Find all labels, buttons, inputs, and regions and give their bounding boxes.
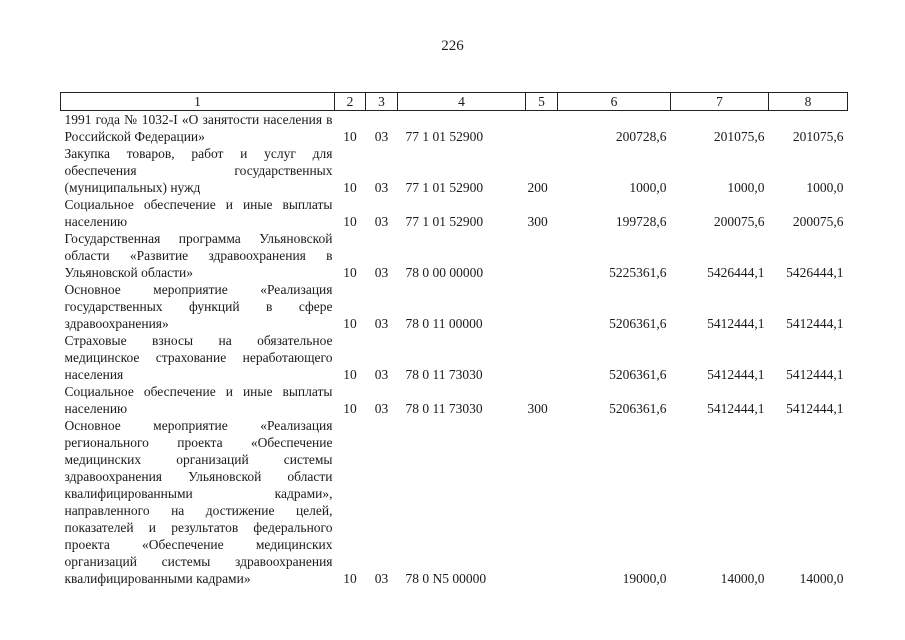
row-value-col7: 200075,6 <box>713 214 765 229</box>
row-expense-type <box>526 332 558 383</box>
row-expense-type <box>526 230 558 281</box>
row-name: 1991 года № 1032-I «О занятости населения в Российской Федерации» <box>64 112 333 144</box>
row-value-col8: 5412444,1 <box>786 367 844 382</box>
row-target-code: 77 1 01 52900 <box>405 214 484 229</box>
row-section: 10 <box>343 571 357 586</box>
column-header-5: 5 <box>526 93 558 111</box>
row-subsection: 03 <box>374 367 389 382</box>
row-value-col6: 1000,0 <box>629 180 667 195</box>
row-expense-type: 300 <box>527 401 548 416</box>
row-value-col7: 1000,0 <box>727 180 765 195</box>
row-target-code: 78 0 N5 00000 <box>405 571 487 586</box>
row-section: 10 <box>343 367 357 382</box>
table-row <box>61 332 848 383</box>
row-target-code: 78 0 11 00000 <box>405 316 483 331</box>
column-header-3: 3 <box>366 93 398 111</box>
table-row <box>61 196 848 230</box>
table-row <box>61 111 848 146</box>
page-number: 226 <box>441 38 464 54</box>
table-row <box>61 145 848 196</box>
row-name: Основное мероприятие «Реализация государственных функций в сфере здравоохранения» <box>64 282 333 331</box>
row-value-col8: 200075,6 <box>792 214 844 229</box>
row-expense-type: 200 <box>527 180 548 195</box>
budget-table <box>60 92 848 587</box>
row-value-col8: 1000,0 <box>806 180 844 195</box>
row-section: 10 <box>343 214 357 229</box>
row-subsection: 03 <box>374 129 389 144</box>
row-value-col8: 5426444,1 <box>786 265 844 280</box>
column-header-1: 1 <box>61 93 335 111</box>
row-section: 10 <box>343 265 357 280</box>
column-header-8: 8 <box>769 93 848 111</box>
row-name: Социальное обеспечение и иные выплаты населению <box>64 384 333 416</box>
row-value-col7: 5412444,1 <box>707 316 765 331</box>
table-row <box>61 383 848 417</box>
row-value-col7: 14000,0 <box>720 571 765 586</box>
row-target-code: 78 0 11 73030 <box>405 367 483 382</box>
row-value-col8: 5412444,1 <box>786 401 844 416</box>
row-subsection: 03 <box>374 180 389 195</box>
row-section: 10 <box>343 316 357 331</box>
column-header-7: 7 <box>671 93 769 111</box>
row-name: Страховые взносы на обязательное медицинское страхование неработающего населения <box>64 333 333 382</box>
row-subsection: 03 <box>374 401 389 416</box>
row-name: Социальное обеспечение и иные выплаты населению <box>64 197 333 229</box>
row-name: Государственная программа Ульяновской области «Развитие здравоохранения в Ульяновской области» <box>64 231 333 280</box>
row-target-code: 78 0 11 73030 <box>405 401 483 416</box>
row-value-col7: 5412444,1 <box>707 367 765 382</box>
row-target-code: 77 1 01 52900 <box>405 180 484 195</box>
table-header-row <box>61 93 848 111</box>
row-subsection: 03 <box>374 316 389 331</box>
row-expense-type <box>526 417 558 587</box>
row-value-col7: 5426444,1 <box>707 265 765 280</box>
row-name: Закупка товаров, работ и услуг для обеспечения государственных (муниципальных) нужд <box>64 146 333 195</box>
row-value-col6: 19000,0 <box>622 571 667 586</box>
row-section: 10 <box>343 129 357 144</box>
row-target-code: 77 1 01 52900 <box>405 129 484 144</box>
row-value-col6: 5206361,6 <box>609 401 667 416</box>
row-value-col8: 5412444,1 <box>786 316 844 331</box>
row-value-col7: 201075,6 <box>713 129 765 144</box>
row-value-col7: 5412444,1 <box>707 401 765 416</box>
row-value-col6: 199728,6 <box>615 214 667 229</box>
row-subsection: 03 <box>374 214 389 229</box>
row-name: Основное мероприятие «Реализация регионального проекта «Обеспечение медицинских организаций системы здравоохранения Ульяновской области квалифицированными кадрами», направленного на достижение целей, показателей и результатов федерального проекта «Обеспечение медицинских организаций системы здравоохранения квалифицированными кадрами» <box>64 418 333 586</box>
row-value-col6: 5206361,6 <box>609 316 667 331</box>
row-value-col8: 14000,0 <box>799 571 844 586</box>
column-header-6: 6 <box>558 93 671 111</box>
column-header-2: 2 <box>335 93 366 111</box>
row-section: 10 <box>343 401 357 416</box>
row-value-col6: 5225361,6 <box>609 265 667 280</box>
row-section: 10 <box>343 180 357 195</box>
row-value-col6: 200728,6 <box>615 129 667 144</box>
table-row <box>61 281 848 332</box>
row-subsection: 03 <box>374 571 389 586</box>
row-expense-type <box>526 281 558 332</box>
row-value-col8: 201075,6 <box>792 129 844 144</box>
table-row <box>61 417 848 587</box>
row-expense-type <box>526 111 558 146</box>
row-value-col6: 5206361,6 <box>609 367 667 382</box>
row-subsection: 03 <box>374 265 389 280</box>
table-row <box>61 230 848 281</box>
row-target-code: 78 0 00 00000 <box>405 265 484 280</box>
row-expense-type: 300 <box>527 214 548 229</box>
column-header-4: 4 <box>398 93 526 111</box>
